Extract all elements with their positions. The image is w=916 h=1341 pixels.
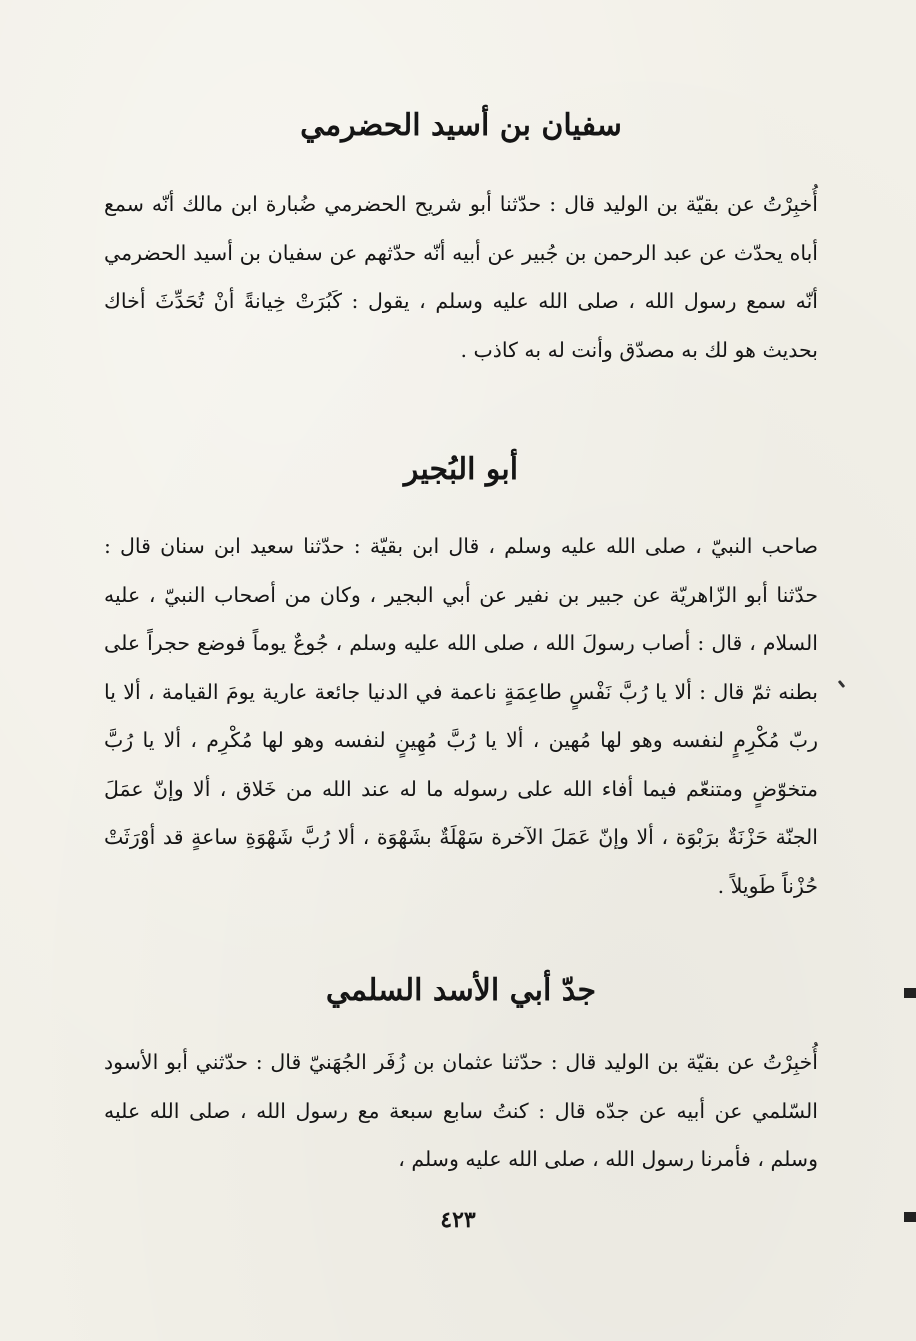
margin-mark xyxy=(904,1212,916,1222)
section-heading-jadd-abi-al-asad: جدّ أبي الأسد السلمي xyxy=(325,973,597,1008)
paragraph-sufyan: أُخبِرْتُ عن بقيّة بن الوليد قال : حدّثنا أبو شريح الحضرمي ضُبارة ابن مالك أنّه سمع أباه يحدّث عن عبد الرحمن بن جُبير عن أبيه أنّه حدّثهم عن سفيان بن أسيد الحضرمي أنّه سمع رسول الله ، صلى الله عليه وسلم ، يقول : كَبُرَتْ خِيانةً أنْ تُحَدِّثَ أخاك بحديث هو لك به مصدّق وأنت له به كاذب . xyxy=(104,192,818,362)
section-heading-sufyan: سفيان بن أسيد الحضرمي xyxy=(300,108,622,143)
section-body-abu-bujayr xyxy=(104,522,818,910)
scan-speck xyxy=(838,680,845,688)
section-body-jadd-abi-al-asad xyxy=(104,1038,818,1184)
section-heading-abu-bujayr: أبو البُجير xyxy=(403,452,519,487)
paragraph-jadd-abi-al-asad: أُخبِرْتُ عن بقيّة بن الوليد قال : حدّثنا عثمان بن زُفَر الجُهَنيّ قال : حدّثني أبو الأسود السّلمي عن أبيه عن جدّه قال : كنتُ سابع سبعة مع رسول الله ، صلى الله عليه وسلم ، فأمرنا رسول الله ، صلى الله عليه وسلم ، xyxy=(104,1050,818,1171)
margin-mark xyxy=(904,988,916,998)
section-body-sufyan xyxy=(104,180,818,374)
page-number: ٤٢٣ xyxy=(440,1207,476,1233)
paragraph-abu-bujayr: صاحب النبيّ ، صلى الله عليه وسلم ، قال ابن بقيّة : حدّثنا سعيد ابن سنان قال : حدّثنا أبو الزّاهريّة عن جبير بن نفير عن أبي البجير ، وكان من أصحاب النبيّ ، عليه السلام ، قال : أصاب رسولَ الله ، صلى الله عليه وسلم ، جُوعٌ يوماً فوضع حجراً على بطنه ثمّ قال : ألا يا رُبَّ نَفْسٍ طاعِمَةٍ ناعمة في الدنيا جائعة عارية يومَ القيامة ، ألا يا ربّ مُكْرِمٍ لنفسه وهو لها مُهين ، ألا يا رُبَّ مُهِينٍ لنفسه وهو لها مُكْرِم ، ألا يا رُبَّ متخوّضٍ ومتنعّم فيما أفاء الله على رسوله ما له عند الله من خَلاق ، ألا وإنّ عمَلَ الجنّة حَزْنَةٌ برَبْوَة ، ألا وإنّ عَمَلَ الآخرة سَهْلَةٌ بشَهْوَة ، ألا رُبَّ شَهْوَةِ ساعةٍ قد أوْرَثَتْ حُزْناً طَويلاً . xyxy=(104,534,818,898)
